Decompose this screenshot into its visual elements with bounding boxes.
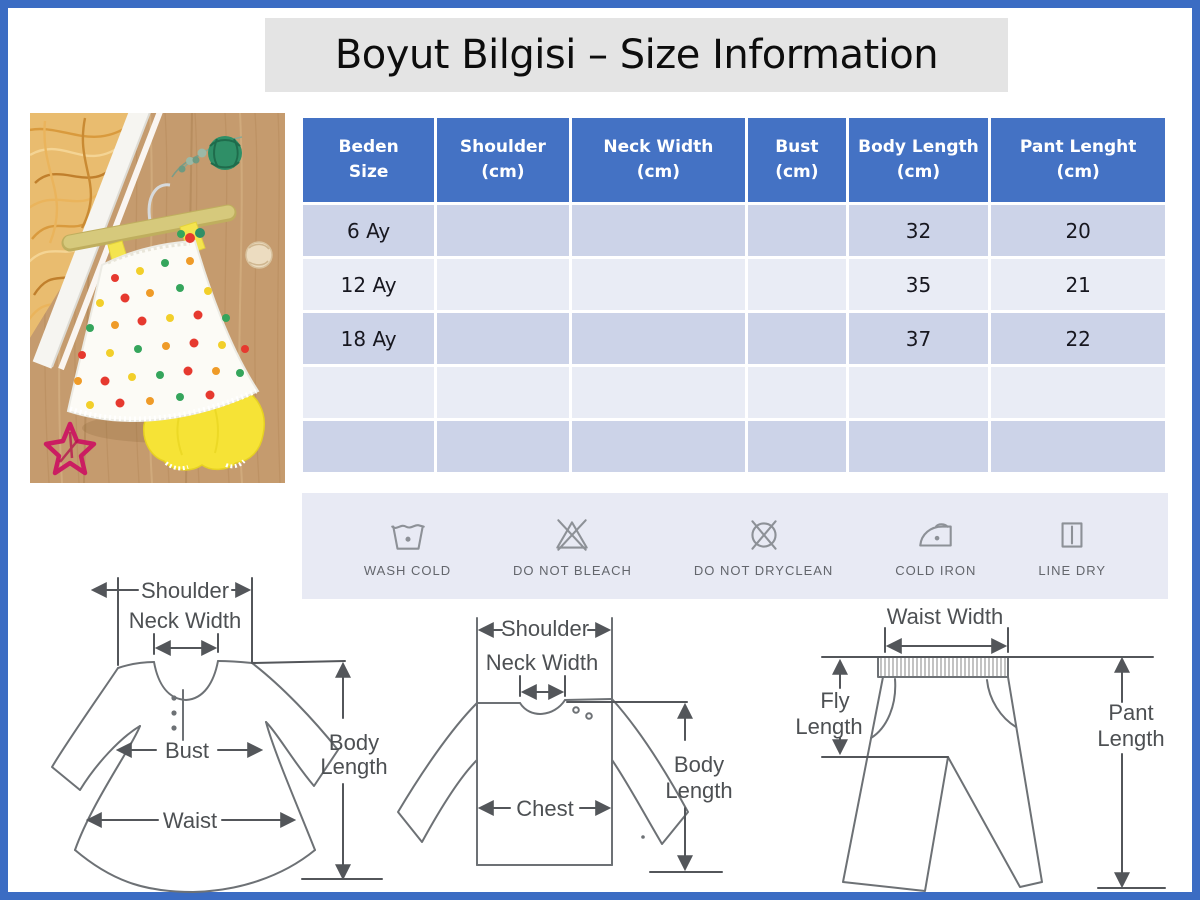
- care-label: DO NOT DRYCLEAN: [693, 563, 834, 578]
- care-item-line-dry: [1038, 514, 1106, 578]
- size-table-header-row: [303, 118, 1165, 202]
- table-row-18ay: [303, 313, 1165, 364]
- page-title: Boyut Bilgisi – Size Information: [334, 32, 939, 78]
- cell-neck-width: [572, 205, 746, 256]
- care-label: COLD IRON: [895, 563, 977, 578]
- dress-body-length-label: Length: [320, 754, 388, 779]
- cell-pant-length: [991, 421, 1165, 472]
- care-label: DO NOT BLEACH: [513, 563, 632, 578]
- care-item-cold-iron: [895, 514, 976, 578]
- top-shoulder-label: Shoulder: [500, 616, 590, 641]
- top-measurement-diagram: [390, 600, 750, 890]
- col-header-pant-length: Pant Lenght (cm): [991, 118, 1165, 202]
- cell-size: [303, 421, 434, 472]
- size-table: [300, 115, 1168, 475]
- table-row-empty: [303, 367, 1165, 418]
- top-neck-width-label: Neck Width: [485, 650, 599, 675]
- pants-pant-length-label: Pant: [1108, 700, 1154, 725]
- cell-shoulder: [437, 259, 568, 310]
- col-header-beden-size: Beden Size: [303, 118, 434, 202]
- cell-shoulder: [437, 313, 568, 364]
- cell-size: [303, 367, 434, 418]
- care-instructions-panel: [302, 493, 1168, 599]
- cell-body-length: [849, 421, 989, 472]
- do-not-dryclean-icon: [743, 514, 785, 556]
- top-body-length-label: Body: [673, 752, 725, 777]
- green-twine-ball: [208, 136, 242, 170]
- cell-bust: [748, 421, 845, 472]
- top-chest-label: Chest: [516, 796, 574, 821]
- cell-shoulder: [437, 367, 568, 418]
- dress-bust-label: Bust: [164, 738, 210, 763]
- line-dry-icon: [1051, 514, 1093, 556]
- cell-neck-width: [572, 313, 746, 364]
- cold-iron-icon: [915, 514, 957, 556]
- cell-size: 18 Ay: [303, 313, 434, 364]
- wash-cold-icon: [387, 514, 429, 556]
- cell-neck-width: [572, 421, 746, 472]
- cell-body-length: [849, 367, 989, 418]
- cell-bust: [748, 205, 845, 256]
- care-label: LINE DRY: [1038, 563, 1107, 578]
- cell-bust: [748, 259, 845, 310]
- cell-pant-length: 21: [991, 259, 1165, 310]
- col-header-body-length: Body Length (cm): [849, 118, 989, 202]
- product-photo: [30, 113, 285, 483]
- cell-body-length: 37: [849, 313, 989, 364]
- care-label: WASH COLD: [363, 563, 452, 578]
- pants-fly-length-label: Length: [795, 714, 863, 739]
- cell-neck-width: [572, 367, 746, 418]
- care-item-do-not-dryclean: [694, 514, 834, 578]
- col-header-shoulder: Shoulder (cm): [437, 118, 568, 202]
- dress-waist-label: Waist: [162, 808, 218, 833]
- dress-neck-width-label: Neck Width: [128, 608, 242, 633]
- cell-pant-length: 20: [991, 205, 1165, 256]
- cell-pant-length: 22: [991, 313, 1165, 364]
- col-header-neck-width: Neck Width (cm): [572, 118, 746, 202]
- pants-outline: [843, 657, 1042, 891]
- pants-waist-width-label: Waist Width: [886, 604, 1004, 629]
- dress-body-length-label: Body: [328, 730, 380, 755]
- dress-shoulder-label: Shoulder: [140, 578, 230, 603]
- title-banner: [265, 18, 1008, 92]
- cell-size: 12 Ay: [303, 259, 434, 310]
- do-not-bleach-icon: [551, 514, 593, 556]
- col-header-bust: Bust (cm): [748, 118, 845, 202]
- table-row-6ay: [303, 205, 1165, 256]
- cell-body-length: 35: [849, 259, 989, 310]
- beige-twine-ball: [246, 242, 272, 268]
- cell-body-length: 32: [849, 205, 989, 256]
- cell-bust: [748, 313, 845, 364]
- table-row-12ay: [303, 259, 1165, 310]
- cell-shoulder: [437, 421, 568, 472]
- care-item-do-not-bleach: [513, 514, 632, 578]
- cell-bust: [748, 367, 845, 418]
- table-row-empty: [303, 421, 1165, 472]
- top-body-length-label: Length: [665, 778, 733, 803]
- dress-outline: [52, 661, 338, 892]
- cell-pant-length: [991, 367, 1165, 418]
- pants-fly-length-label: Fly: [820, 688, 850, 713]
- dress-measurement-diagram: [30, 562, 420, 896]
- pants-pant-length-label: Length: [1097, 726, 1165, 751]
- cell-neck-width: [572, 259, 746, 310]
- cell-shoulder: [437, 205, 568, 256]
- pants-measurement-diagram: [795, 600, 1195, 898]
- cell-size: 6 Ay: [303, 205, 434, 256]
